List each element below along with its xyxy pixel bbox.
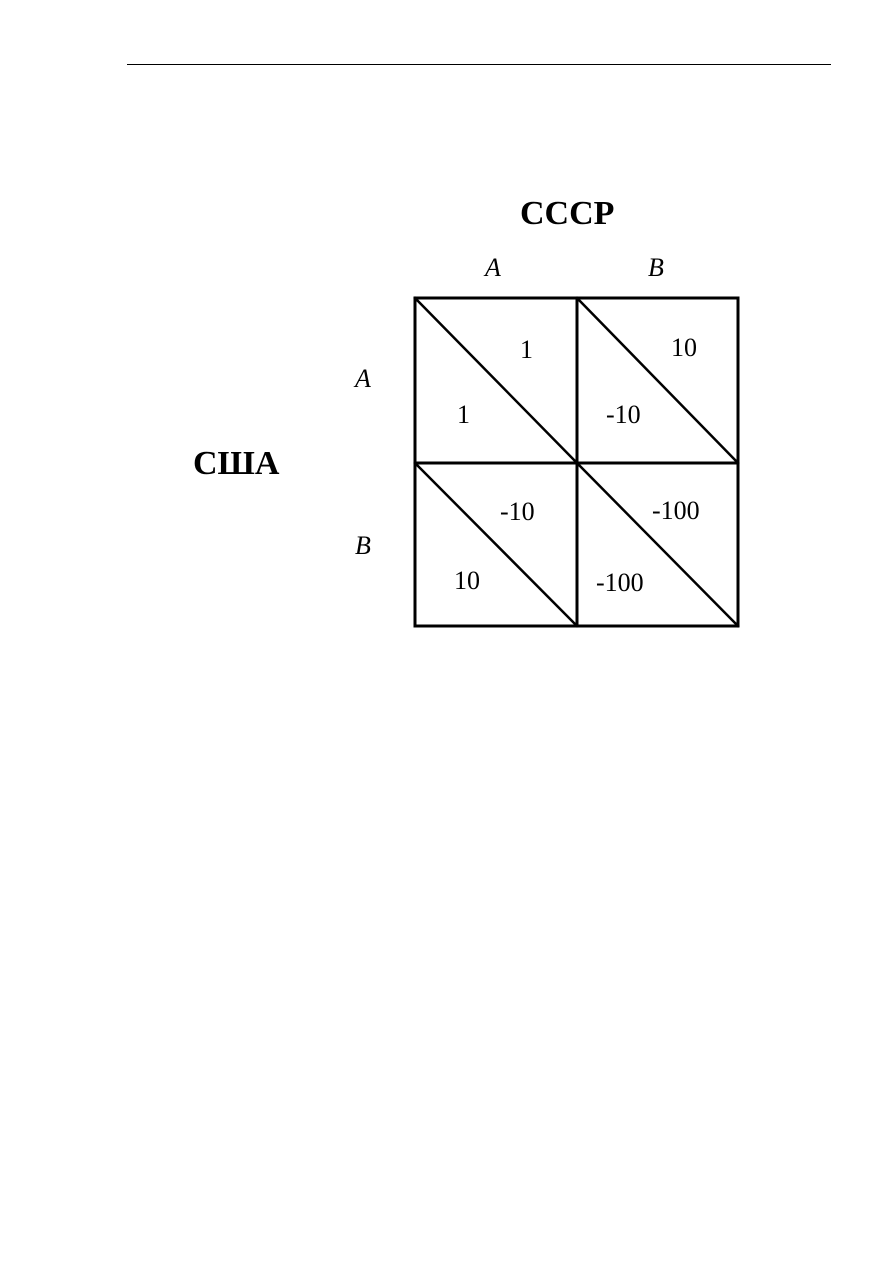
column-player-label: СССР bbox=[520, 195, 615, 232]
row-strategy-b: B bbox=[355, 531, 371, 560]
payoff-ba-row-player: 10 bbox=[454, 566, 480, 595]
header-rule bbox=[127, 64, 831, 65]
cell-bb-diagonal bbox=[577, 463, 738, 626]
payoff-ba-column-player: -10 bbox=[500, 497, 535, 526]
cell-ba-diagonal bbox=[415, 463, 577, 626]
cell-aa-diagonal bbox=[415, 298, 577, 463]
row-strategy-a: A bbox=[355, 364, 371, 393]
column-strategy-a: A bbox=[485, 253, 501, 282]
payoff-aa-column-player: 1 bbox=[520, 335, 533, 364]
payoff-aa-row-player: 1 bbox=[457, 400, 470, 429]
payoff-bb-column-player: -100 bbox=[652, 496, 700, 525]
payoff-bb-row-player: -100 bbox=[596, 568, 644, 597]
payoff-ab-column-player: 10 bbox=[671, 333, 697, 362]
payoff-ab-row-player: -10 bbox=[606, 400, 641, 429]
row-player-label: США bbox=[193, 445, 280, 482]
column-strategy-b: B bbox=[648, 253, 664, 282]
cell-ab-diagonal bbox=[577, 298, 738, 463]
